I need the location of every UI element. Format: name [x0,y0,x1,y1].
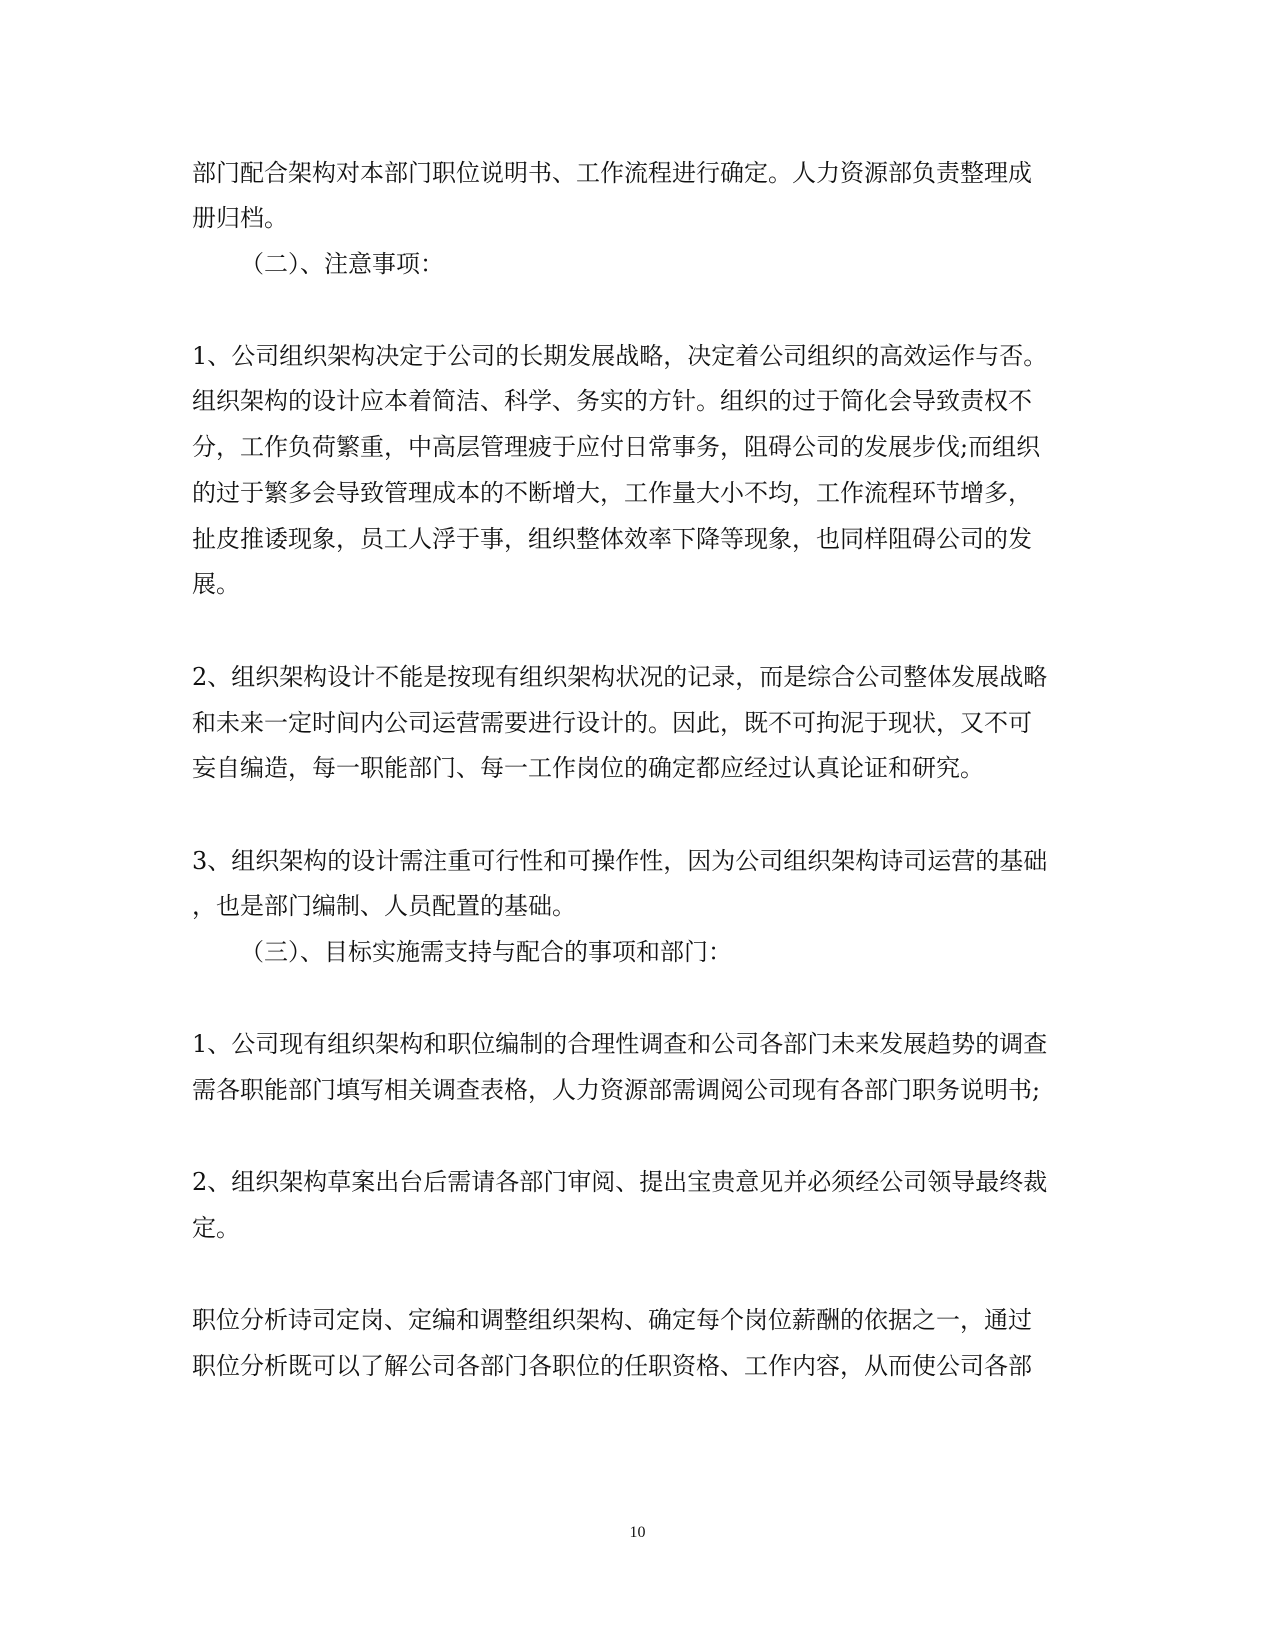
text-line: 妄自编造，每一职能部门、每一工作岗位的确定都应经过认真论证和研究。 [192,754,984,782]
text-line: 册归档。 [192,204,288,232]
section-heading: （三）、目标实施需支持与配合的事项和部门： [240,938,732,966]
text-line: 部门配合架构对本部门职位说明书、工作流程进行确定。人力资源部负责整理成 [192,159,1032,187]
text-line: 职位分析诗司定岗、定编和调整组织架构、确定每个岗位薪酬的依据之一，通过 [192,1306,1032,1334]
text-line: 和未来一定时间内公司运营需要进行设计的。因此，既不可拘泥于现状，又不可 [192,709,1032,737]
page-number: 10 [629,1524,646,1541]
text-line: 1、公司组织架构决定于公司的长期发展战略，决定着公司组织的高效运作与否。 [192,342,1048,370]
text-line: 1、公司现有组织架构和职位编制的合理性调查和公司各部门未来发展趋势的调查 [192,1030,1048,1058]
text-line: 定。 [192,1214,240,1242]
text-line: 的过于繁多会导致管理成本的不断增大，工作量大小不均，工作流程环节增多， [192,479,1032,507]
text-line: 3、组织架构的设计需注重可行性和可操作性，因为公司组织架构诗司运营的基础 [192,847,1048,875]
text-line: 2、组织架构设计不能是按现有组织架构状况的记录，而是综合公司整体发展战略 [192,663,1048,691]
text-line: ，也是部门编制、人员配置的基础。 [192,892,576,920]
text-line: 职位分析既可以了解公司各部门各职位的任职资格、工作内容，从而使公司各部 [192,1352,1032,1380]
text-line: 扯皮推诿现象，员工人浮于事，组织整体效率下降等现象，也同样阻碍公司的发 [192,525,1032,553]
text-line: 2、组织架构草案出台后需请各部门审阅、提出宝贵意见并必须经公司领导最终裁 [192,1168,1048,1196]
text-line: 展。 [192,570,240,598]
text-line: 分，工作负荷繁重，中高层管理疲于应付日常事务，阻碍公司的发展步伐;而组织 [192,433,1041,461]
text-line: 组织架构的设计应本着简洁、科学、务实的方针。组织的过于简化会导致责权不 [192,387,1032,415]
text-line: 需各职能部门填写相关调查表格，人力资源部需调阅公司现有各部门职务说明书; [192,1076,1041,1104]
section-heading: （二）、注意事项： [240,250,444,278]
